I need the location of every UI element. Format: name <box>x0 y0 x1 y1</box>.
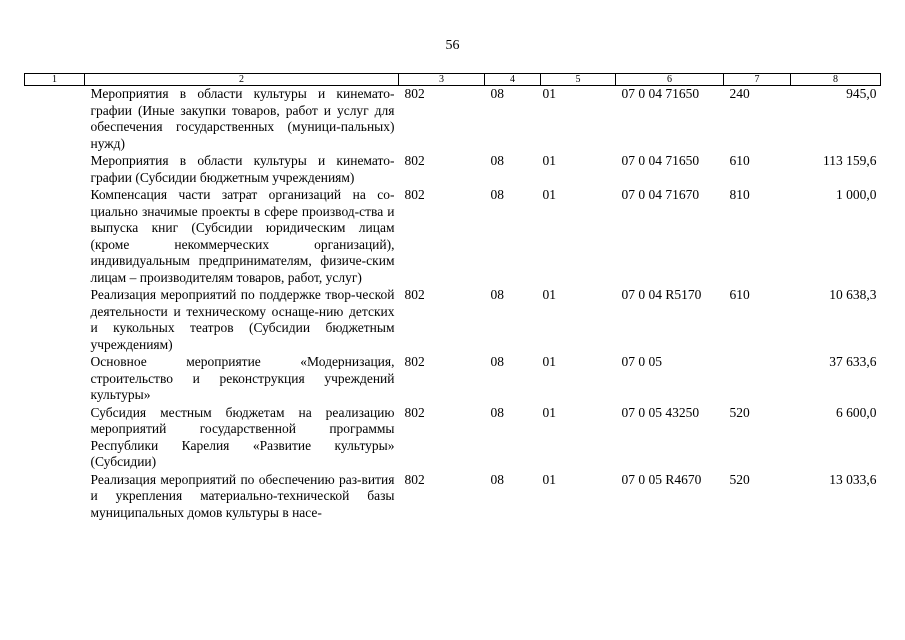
target-article: 07 0 04 71650 <box>621 86 700 101</box>
amount: 37 633,6 <box>829 354 877 369</box>
column-header: 6 <box>616 74 724 86</box>
expense-kind: 610 <box>729 153 750 168</box>
expense-kind: 240 <box>729 86 750 101</box>
table-row <box>25 354 881 405</box>
expense-kind: 610 <box>729 287 750 302</box>
item-name: Компенсация части затрат организаций на со-циально значимые проекты в сфере производ-ства и выпуска книг (Субсидии юридическим лицам (кроме некоммерческих организаций), индивидуальным предпринимателям, физиче-ским лицам – производителям товаров, работ, услуг) <box>90 187 395 285</box>
item-name: Мероприятия в области культуры и кинемато-графии (Субсидии бюджетным учреждениям) <box>90 153 395 185</box>
column-header: 2 <box>85 74 399 86</box>
column-header: 7 <box>724 74 791 86</box>
subsection-code: 01 <box>542 404 556 420</box>
subsection-code: 01 <box>542 153 556 168</box>
target-article: 07 0 04 71650 <box>621 153 700 168</box>
budget-table <box>24 73 881 522</box>
ministry-code: 802 <box>404 187 425 202</box>
item-name: Основное мероприятие «Модернизация, строительство и реконструкция учреждений культуры» <box>90 354 395 402</box>
amount: 1 000,0 <box>836 187 877 202</box>
amount: 13 033,6 <box>829 471 877 487</box>
expense-kind <box>724 354 791 405</box>
ministry-code: 802 <box>404 354 425 369</box>
table-row <box>25 187 881 287</box>
column-header: 5 <box>541 74 616 86</box>
page-number: 56 <box>445 38 460 53</box>
subsection-code: 01 <box>542 86 556 101</box>
target-article: 07 0 04 71670 <box>621 187 700 202</box>
section-code: 08 <box>490 471 504 487</box>
subsection-code: 01 <box>542 187 556 202</box>
section-code: 08 <box>490 354 504 369</box>
ministry-code: 802 <box>404 287 425 302</box>
column-header: 1 <box>25 74 85 86</box>
amount: 113 159,6 <box>823 153 877 168</box>
ministry-code: 802 <box>404 153 425 168</box>
table-row <box>25 153 881 187</box>
column-number-header-row <box>25 74 881 86</box>
table-row <box>25 472 881 523</box>
amount: 945,0 <box>846 86 877 101</box>
item-name: Реализация мероприятий по обеспечению раз-вития и укрепления материально-технической базы муниципальных домов культуры в насе- <box>90 471 395 520</box>
ministry-code: 802 <box>404 86 425 101</box>
target-article: 07 0 05 <box>621 354 662 369</box>
section-code: 08 <box>490 153 504 168</box>
subsection-code: 01 <box>542 471 556 487</box>
table-row <box>25 405 881 472</box>
expense-kind: 520 <box>729 404 750 420</box>
column-header: 8 <box>791 74 881 86</box>
expense-kind: 520 <box>729 471 750 487</box>
table-row <box>25 86 881 154</box>
item-name: Субсидия местным бюджетам на реализацию мероприятий государственной программы Республики Карелия «Развитие культуры» (Субсидии) <box>90 404 395 469</box>
item-name: Реализация мероприятий по поддержке твор-ческой деятельности и техническому оснаще-нию детских и кукольных театров (Субсидии бюджетным учреждениям) <box>90 287 395 352</box>
subsection-code: 01 <box>542 287 556 302</box>
amount: 6 600,0 <box>836 404 877 420</box>
target-article: 07 0 05 R4670 <box>621 471 702 487</box>
target-article: 07 0 04 R5170 <box>621 287 702 302</box>
target-article: 07 0 05 43250 <box>621 404 700 420</box>
subsection-code: 01 <box>542 354 556 369</box>
item-name: Мероприятия в области культуры и кинемато-графии (Иные закупки товаров, работ и услуг для обеспечения государственных (муници-пальных) нужд) <box>90 86 395 151</box>
column-header: 4 <box>485 74 541 86</box>
amount: 10 638,3 <box>829 287 877 302</box>
ministry-code: 802 <box>404 404 425 420</box>
section-code: 08 <box>490 187 504 202</box>
section-code: 08 <box>490 404 504 420</box>
expense-kind: 810 <box>729 187 750 202</box>
column-header: 3 <box>399 74 485 86</box>
table-row <box>25 287 881 354</box>
section-code: 08 <box>490 86 504 101</box>
ministry-code: 802 <box>404 471 425 487</box>
section-code: 08 <box>490 287 504 302</box>
